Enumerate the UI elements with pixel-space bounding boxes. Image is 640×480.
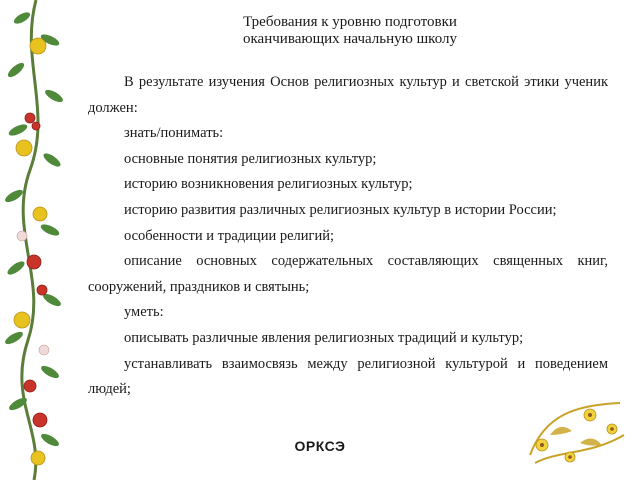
list-item: историю возникновения религиозных культур;	[124, 176, 413, 193]
be-able-heading: уметь:	[124, 304, 164, 321]
page-title	[200, 14, 500, 48]
title-line-1: Требования к уровню подготовки	[243, 14, 457, 30]
know-heading: знать/понимать:	[124, 125, 224, 142]
list-item: особенности и традиции религий;	[124, 227, 335, 244]
title-line-2: оканчивающих начальную школу	[243, 31, 457, 47]
footer-label: ОРКСЭ	[294, 438, 346, 454]
intro-paragraph: В результате изучения Основ религиозных культур и светской этики ученик должен:	[88, 74, 608, 116]
list-item: устанавливать взаимосвязь между религиозной культурой и поведением людей;	[88, 355, 608, 398]
list-item: основные понятия религиозных культур;	[124, 150, 377, 167]
floral-ornament-icon	[520, 395, 630, 470]
list-item: описывать различные явления религиозных традиций и культур;	[124, 329, 524, 346]
floral-garland-icon	[0, 0, 72, 480]
list-item: описание основных содержательных составляющих священных книг, сооружений, праздников и святынь;	[88, 253, 608, 295]
requirements-text	[88, 70, 608, 403]
list-item: историю развития различных религиозных культур в истории России;	[124, 201, 557, 218]
